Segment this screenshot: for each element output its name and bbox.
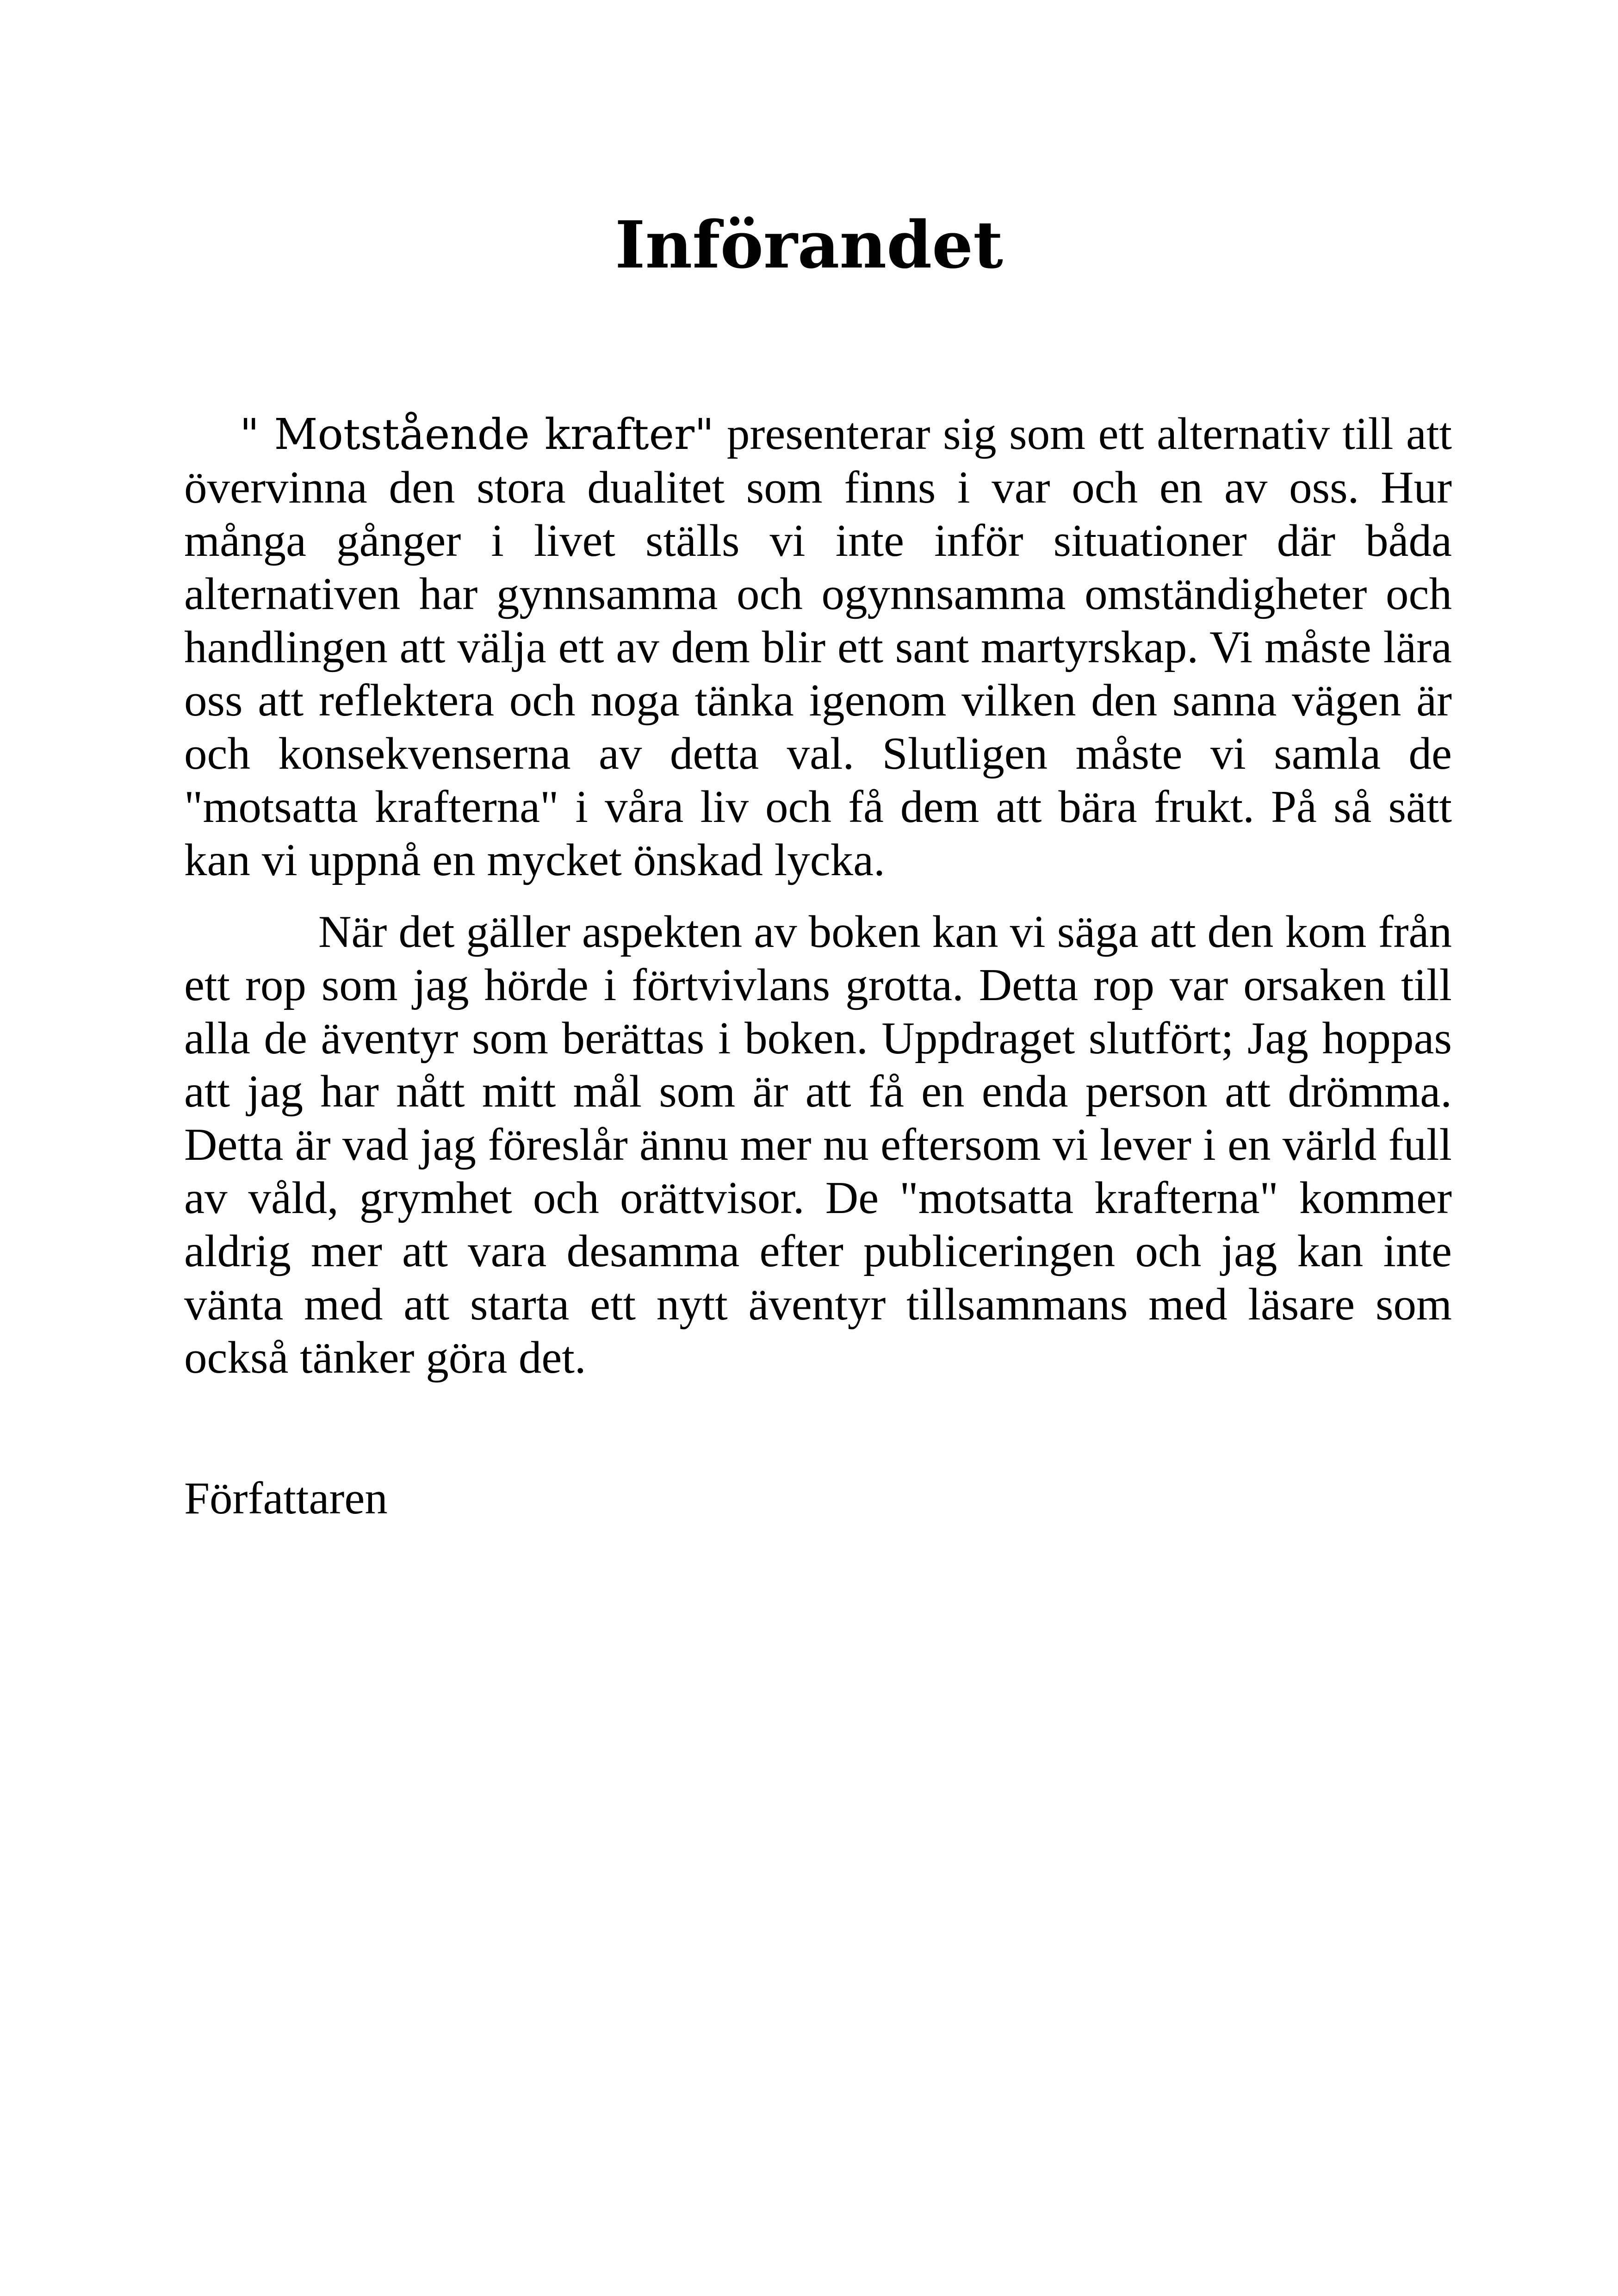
paragraph-2: När det gäller aspekten av boken kan vi säga att den kom från ett rop som jag hörde i förtvivlans grotta. Detta rop var orsaken till alla de äventyr som berättas i boken. Uppdraget slutfört; Jag hoppas att jag har nått mitt mål som är att få en enda person att drömma. Detta är vad jag föreslår ännu mer nu eftersom vi lever i en värld full av våld, grymhet och orättvisor. De "motsatta krafterna" kommer aldrig mer att vara desamma efter publiceringen och jag kan inte vänta med att starta ett nytt äventyr tillsammans med läsare som också tänker göra det. (184, 907, 1452, 1383)
page-title: Införandet (615, 207, 1003, 283)
body-text (184, 407, 1452, 1384)
signature: Författaren (184, 1473, 388, 1524)
paragraph-1-text: presenterar sig som ett alternativ till att övervinna den stora dualitet som finns i var och en av oss. Hur många gånger i livet ställs vi inte inför situationer där båda alternativen har gynnsamma och ogynnsamma omständigheter och handlingen att välja ett av dem blir ett sant martyrskap. Vi måste lära oss att reflektera och noga tänka igenom vilken den sanna vägen är och konsekvenserna av detta val. Slutligen måste vi samla de "motsatta krafterna" i våra liv och få dem att bära frukt. På så sätt kan vi uppnå en mycket önskad lycka. (184, 409, 1452, 885)
paragraph-1-lead: " Motstående krafter" (240, 410, 714, 459)
paragraph-1 (184, 407, 1452, 887)
